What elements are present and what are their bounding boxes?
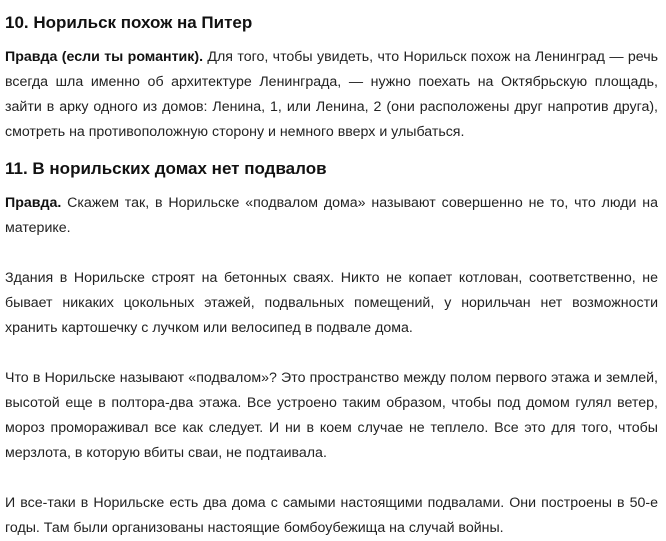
paragraph-concrete-piles: Здания в Норильске строят на бетонных сваях. Никто не копает котлован, соответственно, не бывает никаких цокольных этажей, подвальных помещений, у норильчан нет возможности хранить картошечку с лучком или велосипед в подвале дома. (5, 270, 658, 336)
paragraph-real-basements: И все-таки в Норильске есть два дома с самыми настоящими подвалами. Они построены в 50-е годы. Там были организованы настоящие бомбоубежища на случай войны. (5, 495, 658, 536)
paragraph-norilsk-like-piter (5, 45, 658, 145)
verdict-label: Правда (если ты романтик). (5, 49, 204, 65)
paragraph-what-is-basement: Что в Норильске называют «подвалом»? Это пространство между полом первого этажа и землей, высотой еще в полтора-два этажа. Все устроено таким образом, чтобы под домом гулял ветер, мороз промораживал все как следует. И ни в коем случае не теплело. Все это для того, чтобы мерзлота, в которую вбиты сваи, не подтаивала. (5, 370, 658, 461)
section-title-no-basements: 11. В норильских домах нет подвалов (5, 159, 327, 178)
verdict-label: Правда. (5, 195, 62, 211)
section-title-norilsk-like-piter: 10. Норильск похож на Питер (5, 13, 253, 32)
paragraph-text: Для того, чтобы увидеть, что Норильск похож на Ленинград — речь всегда шла именно об архитектуре Ленинграда, — нужно поехать на Октябрьскую площадь, зайти в арку одного из домов: Ленина, 1, или Ленина, 2 (они расположены друг напротив друга), смотреть на противоположную сторону и немного вверх и улыбаться. (5, 49, 658, 140)
paragraph-text: Скажем так, в Норильске «подвалом дома» называют совершенно не то, что люди на материке. (5, 195, 658, 236)
paragraph-basement-meaning (5, 191, 658, 241)
